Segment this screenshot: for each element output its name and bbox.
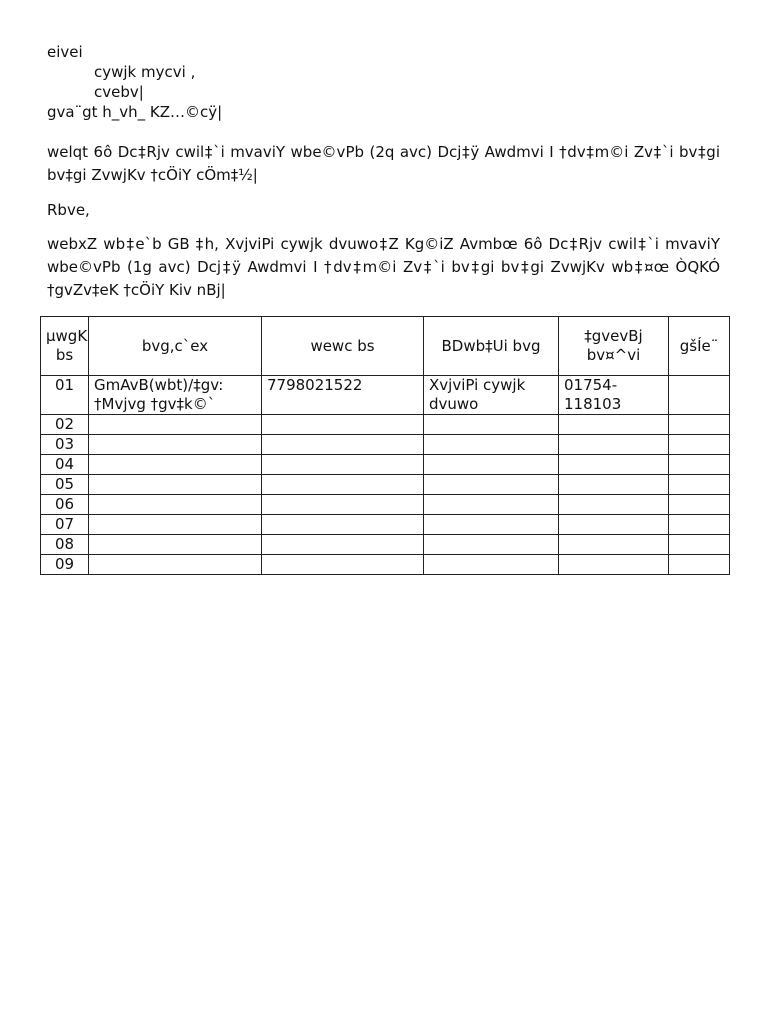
cell-unit-name: XvjviPi cywjk dvuwo: [424, 376, 559, 415]
cell-remarks: [669, 495, 730, 515]
recipient-title: cywjk mycvi ,: [94, 63, 196, 81]
cell-unit-name: [424, 535, 559, 555]
cell-name-rank: [89, 555, 262, 575]
cell-unit-name: [424, 415, 559, 435]
cell-bp-number: [262, 515, 424, 535]
header-mobile-number: ‡gvevBj bv¤^vi: [559, 317, 669, 376]
header-bp-number: wewc bs: [262, 317, 424, 376]
cell-unit-name: [424, 455, 559, 475]
cell-name-rank: [89, 455, 262, 475]
table-row: [41, 475, 730, 495]
cell-name-rank: [89, 435, 262, 455]
table-row: [41, 415, 730, 435]
cell-serial: 05: [41, 475, 89, 495]
table-header-row: [41, 317, 730, 376]
cell-bp-number: [262, 535, 424, 555]
cell-mobile-number: [559, 475, 669, 495]
header-unit-name: BDwb‡Ui bvg: [424, 317, 559, 376]
cell-remarks: [669, 555, 730, 575]
cell-remarks: [669, 475, 730, 495]
cell-mobile-number: [559, 415, 669, 435]
cell-name-rank: [89, 515, 262, 535]
subject-paragraph: welqt 6ô Dc‡Rjv cwil‡`i mvaviY wbe©vPb (2q avc) Dcj‡ÿ Awdmvi I †dv‡m©i Zv‡`i bv‡gi bv‡gi ZvwjKv †cÖiY cÖm‡½|: [47, 143, 720, 184]
recipient-location: cvebv|: [94, 83, 144, 101]
body-paragraph: webxZ wb‡e`b GB ‡h, XvjviPi cywjk dvuwo‡Z Kg©iZ Avmbœ 6ô Dc‡Rjv cwil‡`i mvaviY wbe©vPb (1g avc) Dcj‡ÿ Awdmvi I †dv‡m©i Zv‡`i bv‡gi bv‡gi ZvwjKv wb‡¤œ ÒQKÓ †gvZv‡eK †cÖiY Kiv nBj|: [47, 235, 720, 299]
cell-mobile-number: 01754-118103: [559, 376, 669, 415]
cell-unit-name: [424, 555, 559, 575]
recipient-line: eivei: [47, 43, 83, 61]
cell-bp-number: [262, 475, 424, 495]
cell-mobile-number: [559, 435, 669, 455]
cell-remarks: [669, 435, 730, 455]
table-row: [41, 535, 730, 555]
table-row: [41, 515, 730, 535]
cell-bp-number: [262, 455, 424, 475]
table-row: [41, 435, 730, 455]
cell-remarks: [669, 515, 730, 535]
cell-name-rank: GmAvB(wbt)/‡gv: †Mvjvg †gv‡k©`: [89, 376, 262, 415]
cell-remarks: [669, 535, 730, 555]
cell-serial: 04: [41, 455, 89, 475]
cell-bp-number: 7798021522: [262, 376, 424, 415]
cell-remarks: [669, 415, 730, 435]
cell-name-rank: [89, 475, 262, 495]
cell-name-rank: [89, 495, 262, 515]
cell-serial: 01: [41, 376, 89, 415]
cell-bp-number: [262, 495, 424, 515]
cell-serial: 03: [41, 435, 89, 455]
cell-serial: 07: [41, 515, 89, 535]
table-row: [41, 455, 730, 475]
table-row: [41, 495, 730, 515]
cell-name-rank: [89, 415, 262, 435]
header-serial: µwgK bs: [41, 317, 89, 376]
cell-name-rank: [89, 535, 262, 555]
cell-unit-name: [424, 435, 559, 455]
cell-mobile-number: [559, 555, 669, 575]
cell-mobile-number: [559, 515, 669, 535]
cell-unit-name: [424, 515, 559, 535]
cell-unit-name: [424, 475, 559, 495]
address-block: [47, 42, 222, 122]
table-row: [41, 376, 730, 415]
cell-mobile-number: [559, 455, 669, 475]
cell-mobile-number: [559, 495, 669, 515]
salutation: Rbve,: [47, 201, 90, 219]
cell-remarks: [669, 455, 730, 475]
cell-bp-number: [262, 415, 424, 435]
cell-serial: 09: [41, 555, 89, 575]
header-name-rank: bvg,c`ex: [89, 317, 262, 376]
cell-mobile-number: [559, 535, 669, 555]
cell-bp-number: [262, 555, 424, 575]
cell-serial: 08: [41, 535, 89, 555]
header-remarks: gšÍe¨: [669, 317, 730, 376]
table-row: [41, 555, 730, 575]
cell-serial: 02: [41, 415, 89, 435]
cell-remarks: [669, 376, 730, 415]
cell-bp-number: [262, 435, 424, 455]
cell-unit-name: [424, 495, 559, 515]
officer-list-table: [40, 316, 730, 575]
cell-serial: 06: [41, 495, 89, 515]
via-line: gva¨gt h_vh_ KZ…©cÿ|: [47, 103, 223, 121]
